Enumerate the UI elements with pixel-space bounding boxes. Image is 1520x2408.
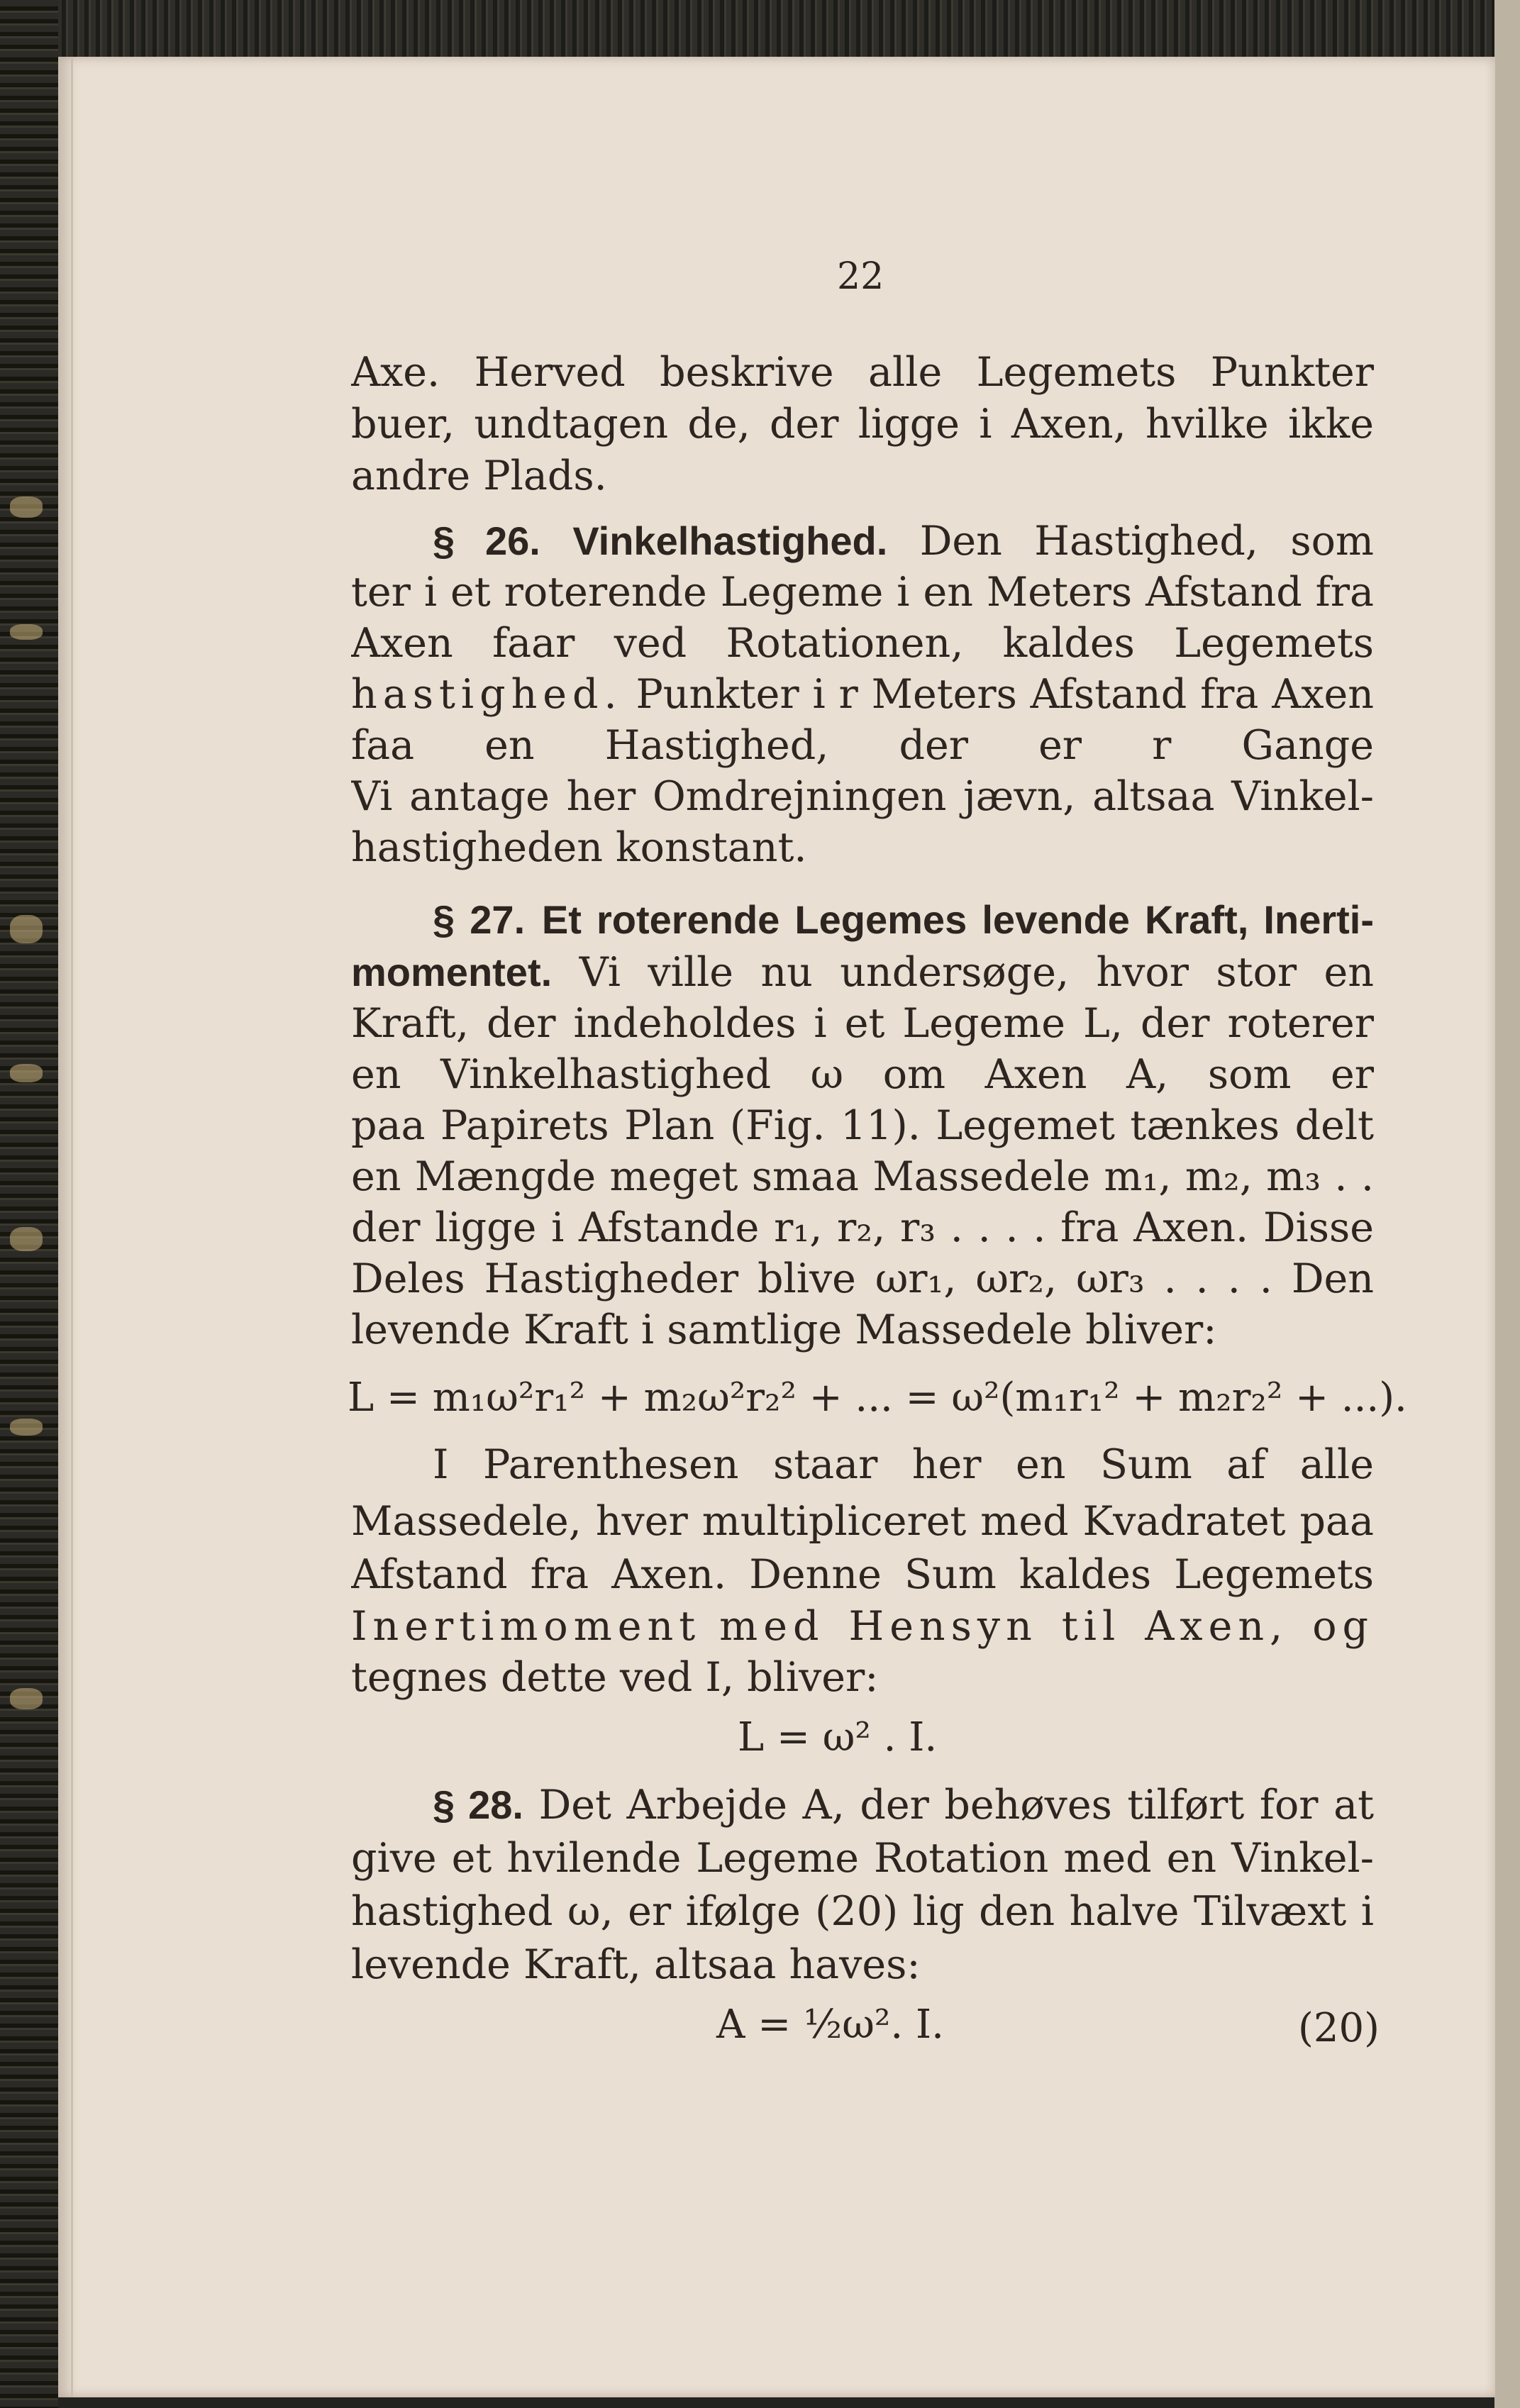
text-line: en Mængde meget smaa Massedele m₁, m₂, m₃ . . (351, 1153, 1374, 1200)
text-line (351, 670, 1374, 719)
page-number: 22 (837, 255, 884, 298)
text-line (351, 948, 1374, 997)
text-line (351, 1602, 1374, 1651)
text-line: hastighed ω, er ifølge (20) lig den halve Tilvæxt i (351, 1888, 1374, 1935)
text-line: Afstand fra Axen. Denne Sum kaldes Legemets (351, 1551, 1374, 1598)
section-27-number: § 27. (433, 897, 526, 942)
section-28-first-line (351, 1780, 1374, 1830)
text-line: Vi antage her Omdrejningen jævn, altsaa Vinkel- (351, 773, 1374, 820)
text-line: Massedele, hver multipliceret med Kvadratet paa (351, 1498, 1374, 1545)
text-line: hastigheden konstant. (351, 824, 807, 871)
book-cover-top-edge (0, 0, 1520, 57)
text-line: ter i et roterende Legeme i en Meters Afstand fra (351, 569, 1374, 616)
text-span: Det Arbejde A, der behøves tilført for at (538, 1782, 1374, 1829)
text-line (351, 618, 1374, 668)
spaced-term-inertimoment: Inertimoment (351, 1603, 701, 1650)
text-line: andre Plads. (351, 453, 607, 499)
text-span: Den Hastighed, som (919, 518, 1374, 565)
text-line: levende Kraft i samtlige Massedele bliver: (351, 1306, 1217, 1353)
section-27-heading-cont: momentet. (351, 950, 553, 994)
text-span: I Parenthesen staar her en Sum af alle (433, 1441, 1374, 1488)
text-line: levende Kraft, altsaa haves: (351, 1941, 921, 1988)
section-27-heading: Et roterende Legemes levende Kraft, Inerti- (541, 897, 1374, 942)
text-line: buer, undtagen de, der ligge i Axen, hvilke ikke (351, 401, 1374, 448)
text-span: Punkter i r Meters Afstand fra Axen (636, 671, 1374, 718)
book-cover-left-edge (0, 0, 58, 2408)
text-line (351, 1440, 1374, 1489)
text-span: Axen faar ved Rotationen, kaldes Legemets (351, 620, 1374, 667)
page-gutter-line (71, 57, 73, 2397)
book-page-edge-right (1494, 0, 1520, 2408)
equation-inertia: L = ω² . I. (738, 1714, 938, 1760)
equation-number: (20) (1298, 2005, 1380, 2051)
text-line: tegnes dette ved I, bliver: (351, 1654, 879, 1701)
equation-work: A = ½ω². I. (716, 2002, 944, 2048)
equation-kinetic-energy: L = m₁ω²r₁² + m₂ω²r₂² + ... = ω²(m₁r₁² + m₂r₂² + ...). (348, 1375, 1407, 1421)
text-span: Vi ville nu undersøge, hvor stor en (579, 949, 1374, 996)
text-line: Axe. Herved beskrive alle Legemets Punkter (351, 349, 1374, 396)
text-line: en Vinkelhastighed ω om Axen A, som er (351, 1051, 1374, 1098)
section-26-heading: Vinkelhastighed. (572, 518, 888, 563)
text-line: Deles Hastigheder blive ωr₁, ωr₂, ωr₃ . . . . Den (351, 1255, 1374, 1302)
spaced-term-vinkelhastighed: hastighed. (351, 671, 623, 718)
text-line: der ligge i Afstande r₁, r₂, r₃ . . . . fra Axen. Disse (351, 1204, 1374, 1251)
text-line: give et hvilende Legeme Rotation med en Vinkel- (351, 1835, 1374, 1882)
text-line: faa en Hastighed, der er r Gange (351, 722, 1374, 769)
section-27-first-line (351, 895, 1374, 945)
text-line: Kraft, der indeholdes i et Legeme L, der roterer (351, 1000, 1374, 1047)
section-26-first-line (351, 516, 1374, 566)
section-28-number: § 28. (433, 1782, 523, 1827)
text-span: med Hensyn til Axen, og (719, 1603, 1374, 1650)
section-26-number: § 26. (433, 518, 540, 563)
text-line: paa Papirets Plan (Fig. 11). Legemet tænkes delt (351, 1102, 1374, 1149)
